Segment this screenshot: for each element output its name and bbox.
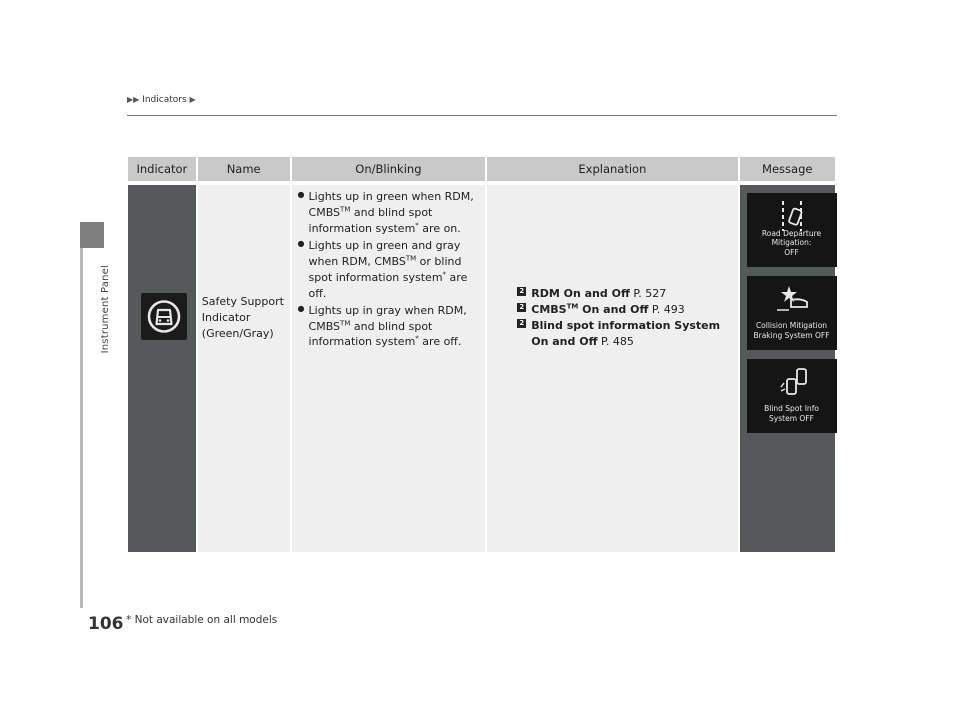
message-line: Road Departure [761, 228, 822, 238]
section-bar [80, 248, 83, 608]
message-line: Collision Mitigation [755, 321, 828, 331]
message-line: Blind Spot Info [764, 404, 819, 414]
message-blind-spot [747, 359, 837, 433]
message-line: Mitigation: [771, 238, 812, 248]
collision-mitigation-icon [747, 280, 837, 320]
list-item: ● Lights up in gray when RDM, CMBS™ and blind spot information system* are off. [298, 303, 480, 351]
header-on-blinking: On/Blinking [292, 157, 486, 181]
message-road-departure [747, 193, 837, 267]
section-tab [80, 222, 104, 248]
table-header-row [128, 157, 835, 181]
page-number: 106 [88, 614, 124, 634]
indicator-table [126, 157, 837, 552]
message-line: Braking System OFF [753, 330, 830, 340]
explanation-cell [487, 181, 737, 552]
message-line: System OFF [769, 413, 814, 423]
reference-link[interactable]: 2 RDM On and Off P. 527 [517, 286, 729, 302]
reference-arrow-icon: 2 [517, 287, 526, 296]
list-item: ● Lights up in green and gray when RDM, CMBS™ or blind spot information system* are off. [298, 238, 480, 302]
on-blinking-cell [292, 181, 486, 552]
reference-link[interactable]: 2 Blind spot information System On and Off P. 485 [517, 318, 729, 350]
header-name: Name [198, 157, 290, 181]
message-collision-mitigation [747, 276, 837, 350]
header-rule [127, 115, 837, 116]
on-blinking-list [298, 189, 480, 350]
header-explanation: Explanation [487, 157, 737, 181]
footnote: * Not available on all models [126, 614, 278, 626]
message-line: OFF [784, 247, 799, 257]
reference-arrow-icon: 2 [517, 319, 526, 328]
name-line: Indicator [201, 310, 251, 324]
list-item: ● Lights up in green when RDM, CMBS™ and blind spot information system* are on. [298, 189, 480, 237]
breadcrumb-arrow-icon: ▶ [189, 95, 196, 104]
breadcrumb-section[interactable]: Indicators [142, 95, 187, 105]
reference-arrow-icon: 2 [517, 303, 526, 312]
reference-link[interactable]: 2 CMBS™ On and Off P. 493 [517, 302, 729, 318]
name-cell [198, 181, 290, 552]
name-line: Safety Support [201, 295, 284, 308]
safety-support-indicator-icon [141, 293, 187, 340]
indicator-cell [128, 181, 196, 552]
breadcrumb [127, 95, 196, 105]
header-message: Message [740, 157, 836, 181]
table-row [128, 181, 835, 552]
breadcrumb-arrow-icon: ▶▶ [127, 95, 140, 104]
sidebar-label: Instrument Panel [100, 265, 111, 354]
header-indicator: Indicator [128, 157, 196, 181]
message-cell [740, 181, 836, 552]
name-line: (Green/Gray) [201, 326, 274, 340]
blind-spot-icon [747, 363, 837, 403]
